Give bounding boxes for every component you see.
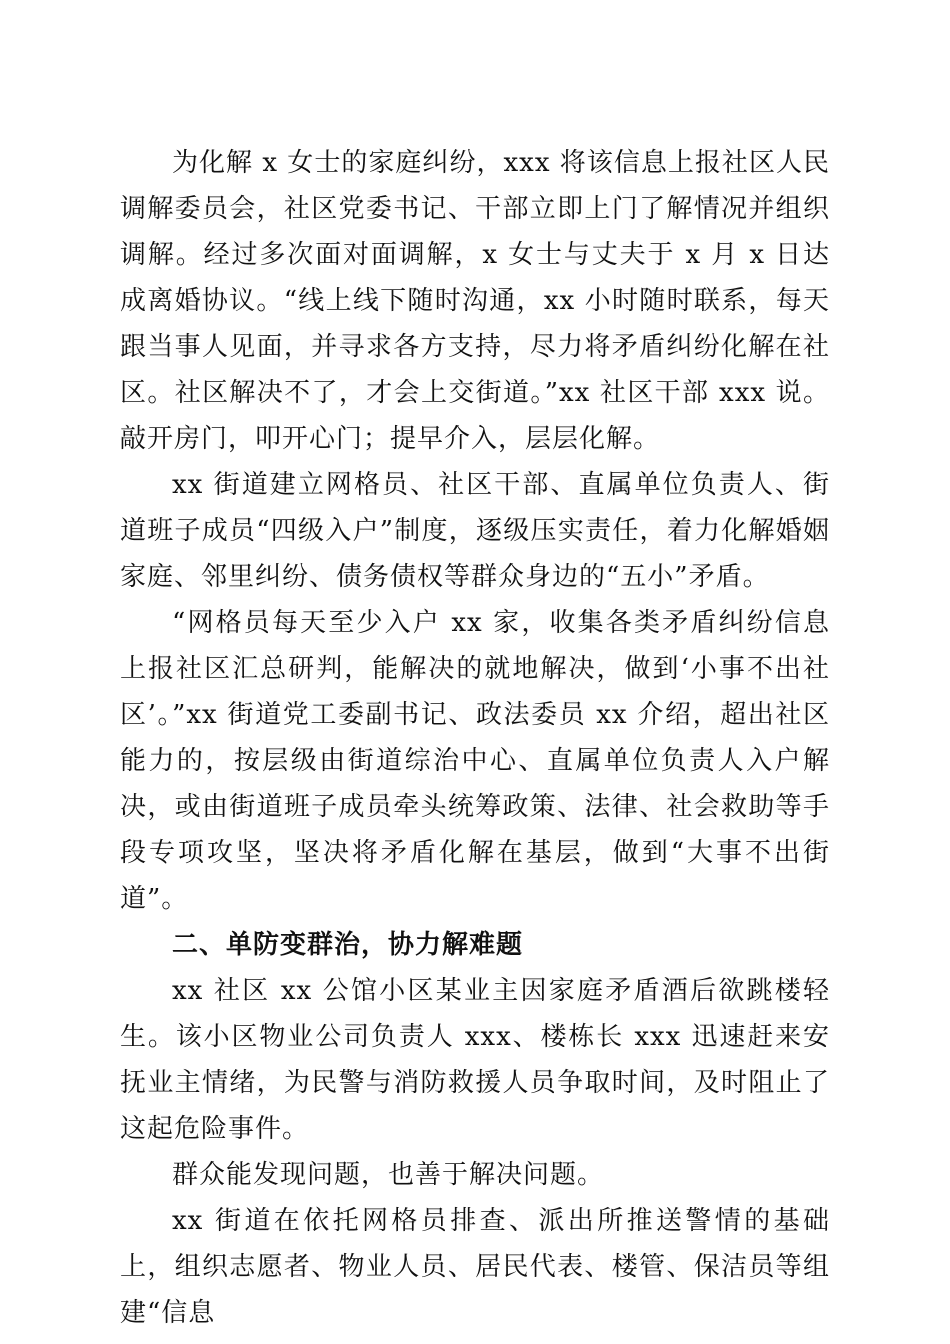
paragraph-mediation-case: 为化解 x 女士的家庭纠纷，xxx 将该信息上报社区人民调解委员会，社区党委书记、干部立即上门了解情况并组织调解。经过多次面对面调解，x 女士与丈夫于 x 月 x 日达成离婚协议。“线上线下随时沟通，xx 小时随时联系，每天跟当事人见面，并寻求各方支持，尽力将矛盾纠纷化解在社区。社区解决不了，才会上交街道。”xx 社区干部 xxx 说。敲开房门，叩开心门；提早介入，层层化解。 — [120, 148, 830, 454]
paragraph-volunteer-network: xx 街道在依托网格员排查、派出所推送警情的基础上，组织志愿者、物业人员、居民代表、楼管、保洁员等组建“信息 — [120, 1206, 830, 1328]
document-page — [120, 140, 830, 1336]
paragraph-masses-solve: 群众能发现问题，也善于解决问题。 — [172, 1160, 605, 1190]
paragraph-grid-worker-quote: “网格员每天至少入户 xx 家，收集各类矛盾纠纷信息上报社区汇总研判，能解决的就地解决，做到‘小事不出社区’。”xx 街道党工委副书记、政法委员 xx 介绍，超出社区能力的，按层级由街道综治中心、直属单位负责人入户解决，或由街道班子成员牵头统筹政策、法律、社会救助等手段专项攻坚，坚决将矛盾化解在基层，做到“大事不出街道”。 — [120, 608, 830, 914]
paragraph-rescue-case: xx 社区 xx 公馆小区某业主因家庭矛盾酒后欲跳楼轻生。该小区物业公司负责人 xxx、楼栋长 xxx 迅速赶来安抚业主情绪，为民警与消防救援人员争取时间，及时阻止了这起危险事件。 — [120, 976, 830, 1144]
section-heading: 二、单防变群治，协力解难题 — [172, 930, 524, 960]
paragraph-four-level-system: xx 街道建立网格员、社区干部、直属单位负责人、街道班子成员“四级入户”制度，逐级压实责任，着力化解婚姻家庭、邻里纠纷、债务债权等群众身边的“五小”矛盾。 — [120, 470, 830, 592]
